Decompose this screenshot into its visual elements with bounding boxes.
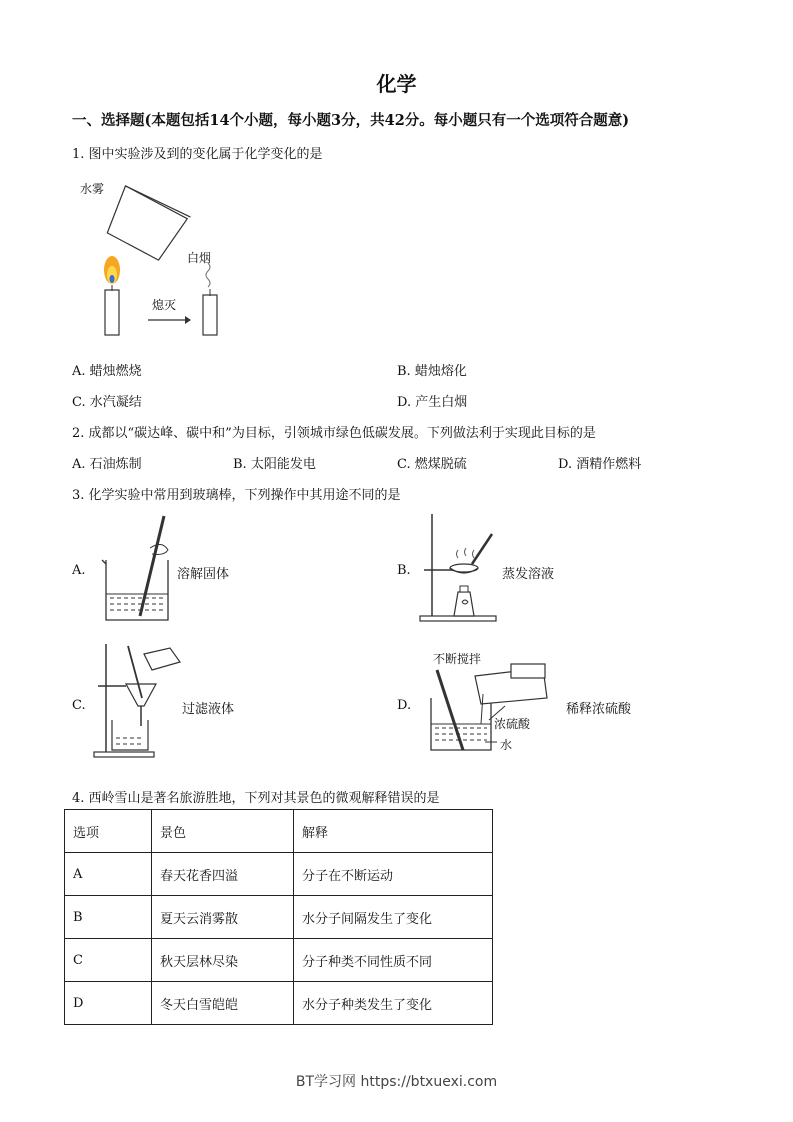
burning-candle-icon	[104, 256, 120, 335]
q3-caption-a: 溶解固体	[177, 567, 230, 582]
table-header-row	[65, 810, 493, 853]
table-header-cell: 解释	[294, 810, 493, 853]
q3-caption-d: 稀释浓硫酸	[566, 702, 632, 717]
q3-caption-c: 过滤液体	[182, 702, 235, 717]
q4-table	[64, 809, 493, 1025]
inverted-beaker-icon	[102, 183, 190, 264]
label-extinguish: 熄灭	[152, 298, 177, 312]
table-cell: 分子种类不同性质不同	[294, 939, 493, 982]
q3-stem: 3. 化学实验中常用到玻璃棒，下列操作中其用途不同的是	[72, 488, 401, 503]
q3-caption-b: 蒸发溶液	[502, 567, 555, 582]
table-cell: 秋天层林尽染	[152, 939, 294, 982]
extinguished-candle-icon	[203, 263, 217, 335]
table-cell: D	[65, 982, 152, 1025]
q3c-filtration-icon	[92, 640, 184, 762]
q1-figure	[72, 175, 252, 340]
table-cell: 水分子种类发生了变化	[294, 982, 493, 1025]
q2-stem: 2. 成都以“碳达峰、碳中和”为目标，引领城市绿色低碳发展。下列做法利于实现此目标的是	[72, 426, 596, 441]
arrow-right-icon	[148, 316, 191, 324]
table-cell: 夏天云消雾散	[152, 896, 294, 939]
q2-option-b: B. 太阳能发电	[233, 457, 316, 472]
table-cell: A	[65, 853, 152, 896]
q3-letter-b: B.	[397, 563, 411, 578]
q1-option-c: C. 水汽凝结	[72, 395, 142, 410]
table-row	[65, 896, 493, 939]
label-white-smoke: 白烟	[187, 251, 212, 265]
table-row	[65, 982, 493, 1025]
table-cell: 冬天白雪皑皑	[152, 982, 294, 1025]
table-row	[65, 939, 493, 982]
q3-letter-c: C.	[72, 698, 86, 713]
label-water-mist: 水雾	[80, 182, 105, 196]
q1-option-b: B. 蜡烛熔化	[397, 364, 467, 379]
page-title: 化学	[376, 72, 417, 96]
q2-option-a: A. 石油炼制	[72, 457, 142, 472]
label-water: 水	[500, 738, 513, 752]
table-cell: 水分子间隔发生了变化	[294, 896, 493, 939]
section-heading: 一、选择题(本题包括14个小题，每小题3分，共42分。每小题只有一个选项符合题意)	[72, 112, 630, 129]
q4-stem: 4. 西岭雪山是著名旅游胜地，下列对其景色的微观解释错误的是	[72, 791, 440, 806]
q1-option-a: A. 蜡烛燃烧	[72, 364, 142, 379]
table-cell: B	[65, 896, 152, 939]
q3-letter-a: A.	[72, 563, 86, 578]
q3b-evaporation-icon	[418, 512, 500, 624]
q3-letter-d: D.	[397, 698, 412, 713]
table-cell: C	[65, 939, 152, 982]
label-acid: 浓硫酸	[494, 717, 531, 731]
table-header-cell: 选项	[65, 810, 152, 853]
q2-option-d: D. 酒精作燃料	[558, 457, 642, 472]
q2-option-c: C. 燃煤脱硫	[397, 457, 467, 472]
q3a-beaker-stirring-icon	[100, 512, 180, 624]
label-stir: 不断搅拌	[433, 652, 482, 666]
table-row	[65, 853, 493, 896]
table-header-cell: 景色	[152, 810, 294, 853]
footer-watermark: BT学习网 https://btxuexi.com	[295, 1074, 498, 1090]
table-cell: 分子在不断运动	[294, 853, 493, 896]
table-cell: 春天花香四溢	[152, 853, 294, 896]
q1-stem: 1. 图中实验涉及到的变化属于化学变化的是	[72, 147, 323, 162]
q1-option-d: D. 产生白烟	[397, 395, 468, 410]
